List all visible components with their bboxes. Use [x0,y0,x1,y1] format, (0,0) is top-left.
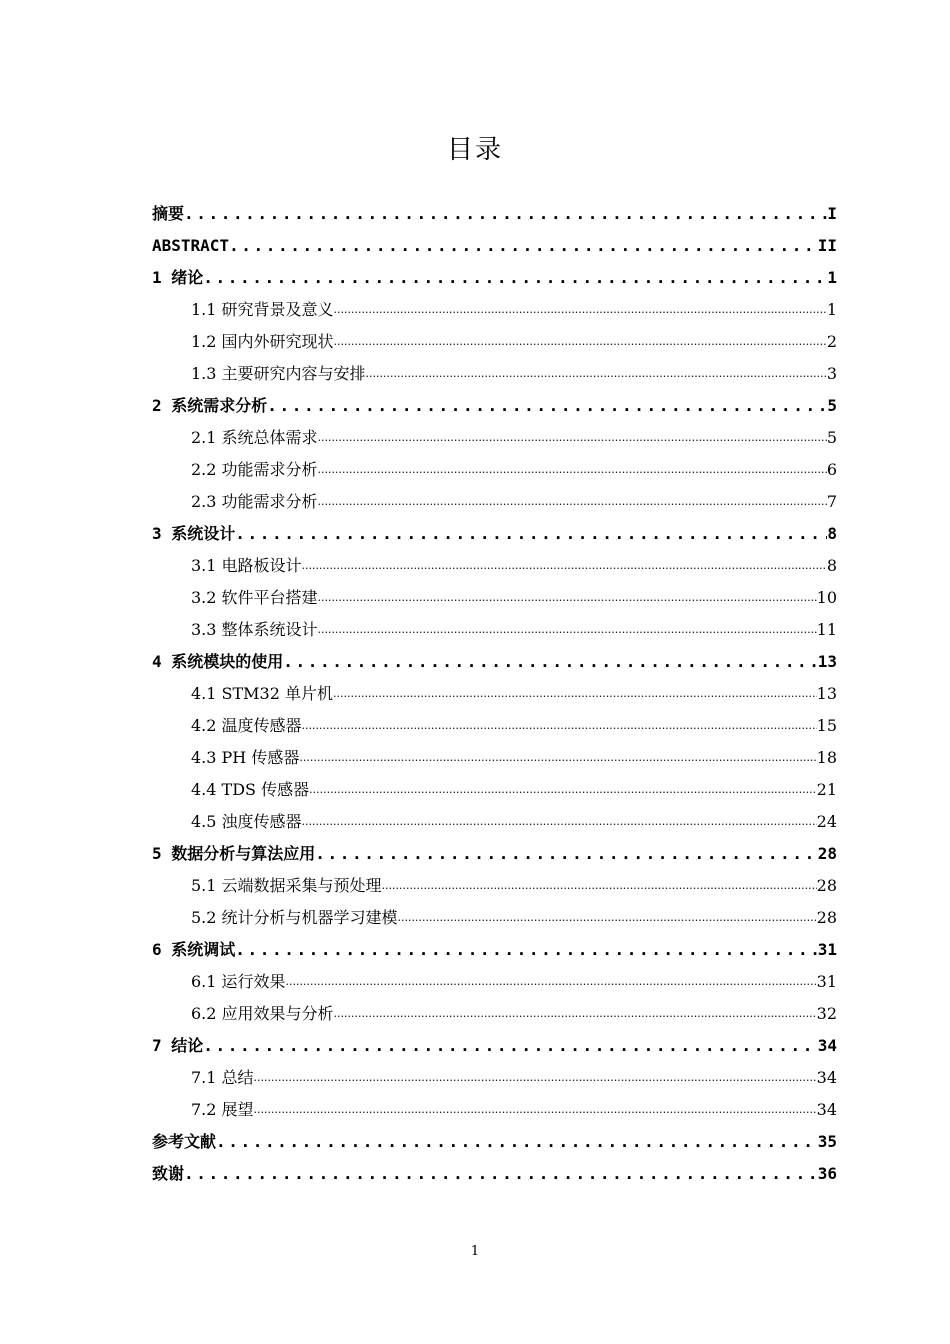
toc-leader-dots [254,1062,817,1094]
toc-entry-label: 5.1 云端数据采集与预处理 [191,876,382,895]
toc-subentry[interactable] [152,998,837,1030]
toc-entry-label: 6 系统调试 [152,940,236,959]
toc-entry-label: 1 绪论 [152,268,204,287]
toc-entry-page: 28 [816,876,837,895]
toc-subentry[interactable] [152,582,837,614]
toc-entry-page: 21 [816,780,837,799]
toc-entry[interactable] [152,390,837,422]
toc-leader-dots [318,614,817,646]
toc-leader-dots [333,678,817,710]
toc-entry-page: 28 [816,908,837,927]
toc-entry-page: 1 [827,268,837,287]
toc-leader-dots [382,870,817,902]
toc-entry-page: 18 [816,748,837,767]
toc-leader-dots [309,774,817,806]
toc-entry-label: 4.2 温度传感器 [191,716,302,735]
toc-entry-page: I [827,204,837,223]
page-title: 目录 [446,135,503,165]
toc-subentry[interactable] [152,710,837,742]
toc-leader-dots [334,294,827,326]
toc-entry-page: 34 [816,1068,837,1087]
toc-entry-page: 28 [817,844,837,863]
toc-leader-dots [203,262,827,294]
table-of-contents [152,198,837,1190]
page-number: 1 [470,1244,480,1259]
toc-subentry[interactable] [152,742,837,774]
toc-leader-dots [315,838,817,870]
toc-subentry[interactable] [152,806,837,838]
toc-subentry[interactable] [152,326,837,358]
toc-entry-label: 6.2 应用效果与分析 [191,1004,334,1023]
toc-leader-dots [286,966,817,998]
toc-leader-dots [334,998,817,1030]
toc-leader-dots [302,550,827,582]
toc-entry-label: 6.1 运行效果 [191,972,286,991]
toc-entry-page: 8 [827,524,837,543]
toc-subentry[interactable] [152,678,837,710]
toc-entry-label: 摘要 [152,204,185,223]
toc-leader-dots [299,742,816,774]
toc-leader-dots [302,710,817,742]
toc-entry-label: 2 系统需求分析 [152,396,268,415]
toc-entry[interactable] [152,838,837,870]
toc-entry-label: 3.3 整体系统设计 [191,620,318,639]
toc-leader-dots [283,646,817,678]
toc-entry-page: 2 [826,332,837,351]
toc-entry-label: 参考文献 [152,1132,217,1151]
toc-entry-page: 13 [817,652,837,671]
toc-entry-label: 7.2 展望 [191,1100,254,1119]
toc-subentry[interactable] [152,966,837,998]
toc-leader-dots [184,198,827,230]
toc-leader-dots [216,1126,818,1158]
toc-subentry[interactable] [152,902,837,934]
toc-entry-page: 36 [817,1164,837,1183]
toc-entry-page: II [817,236,837,255]
toc-entry-label: 7 结论 [152,1036,204,1055]
toc-entry-page: 6 [826,460,837,479]
toc-entry-label: 5.2 统计分析与机器学习建模 [191,908,398,927]
toc-entry-label: 1.2 国内外研究现状 [191,332,334,351]
toc-leader-dots [235,934,817,966]
toc-subentry[interactable] [152,550,837,582]
toc-entry-label: 4.1 STM32 单片机 [191,684,333,703]
toc-entry-label: 致谢 [152,1164,185,1183]
toc-entry-page: 7 [826,492,837,511]
toc-entry-label: 2.2 功能需求分析 [191,460,318,479]
toc-leader-dots [334,326,827,358]
toc-leader-dots [203,1030,817,1062]
toc-entry-page: 10 [816,588,837,607]
toc-subentry[interactable] [152,454,837,486]
toc-leader-dots [318,454,827,486]
toc-entry-page: 32 [816,1004,837,1023]
toc-entry-page: 1 [826,300,837,319]
toc-entry[interactable] [152,518,837,550]
toc-entry-page: 13 [816,684,837,703]
toc-leader-dots [318,422,827,454]
toc-entry-label: 3.2 软件平台搭建 [191,588,318,607]
toc-entry-page: 24 [816,812,837,831]
toc-entry-page: 5 [827,396,837,415]
toc-leader-dots [254,1094,817,1126]
toc-entry-label: ABSTRACT [152,236,230,255]
toc-subentry[interactable] [152,486,837,518]
toc-subentry[interactable] [152,358,837,390]
toc-entry-page: 5 [826,428,837,447]
toc-entry[interactable] [152,262,837,294]
toc-leader-dots [267,390,827,422]
toc-subentry[interactable] [152,1094,837,1126]
toc-entry[interactable] [152,1030,837,1062]
toc-entry[interactable] [152,1158,837,1190]
toc-leader-dots [184,1158,818,1190]
toc-entry-label: 4.5 浊度传感器 [191,812,302,831]
toc-entry[interactable] [152,646,837,678]
toc-entry[interactable] [152,934,837,966]
toc-entry-label: 7.1 总结 [191,1068,254,1087]
toc-entry-page: 8 [826,556,837,575]
toc-entry-page: 34 [816,1100,837,1119]
toc-leader-dots [318,486,827,518]
toc-leader-dots [318,582,817,614]
toc-entry[interactable] [152,230,837,262]
toc-entry-label: 2.3 功能需求分析 [191,492,318,511]
toc-leader-dots [302,806,817,838]
toc-subentry[interactable] [152,422,837,454]
toc-entry-label: 3 系统设计 [152,524,236,543]
toc-subentry[interactable] [152,774,837,806]
toc-entry-page: 34 [817,1036,837,1055]
toc-leader-dots [235,518,827,550]
toc-subentry[interactable] [152,870,837,902]
toc-entry-page: 31 [816,972,837,991]
toc-entry-label: 4.3 PH 传感器 [191,748,300,767]
toc-entry-page: 15 [816,716,837,735]
toc-leader-dots [366,358,827,390]
toc-entry-label: 2.1 系统总体需求 [191,428,318,447]
toc-entry-label: 4 系统模块的使用 [152,652,284,671]
toc-entry[interactable] [152,198,837,230]
toc-entry-label: 1.1 研究背景及意义 [191,300,334,319]
toc-entry-page: 31 [817,940,837,959]
toc-entry[interactable] [152,1126,837,1158]
toc-leader-dots [398,902,817,934]
toc-entry-label: 1.3 主要研究内容与安排 [191,364,366,383]
toc-entry-page: 35 [817,1132,837,1151]
toc-entry-label: 5 数据分析与算法应用 [152,844,316,863]
toc-leader-dots [229,230,818,262]
toc-entry-label: 3.1 电路板设计 [191,556,302,575]
toc-entry-page: 3 [826,364,837,383]
toc-entry-label: 4.4 TDS 传感器 [191,780,310,799]
toc-subentry[interactable] [152,294,837,326]
toc-subentry[interactable] [152,1062,837,1094]
toc-subentry[interactable] [152,614,837,646]
toc-entry-page: 11 [816,620,837,639]
